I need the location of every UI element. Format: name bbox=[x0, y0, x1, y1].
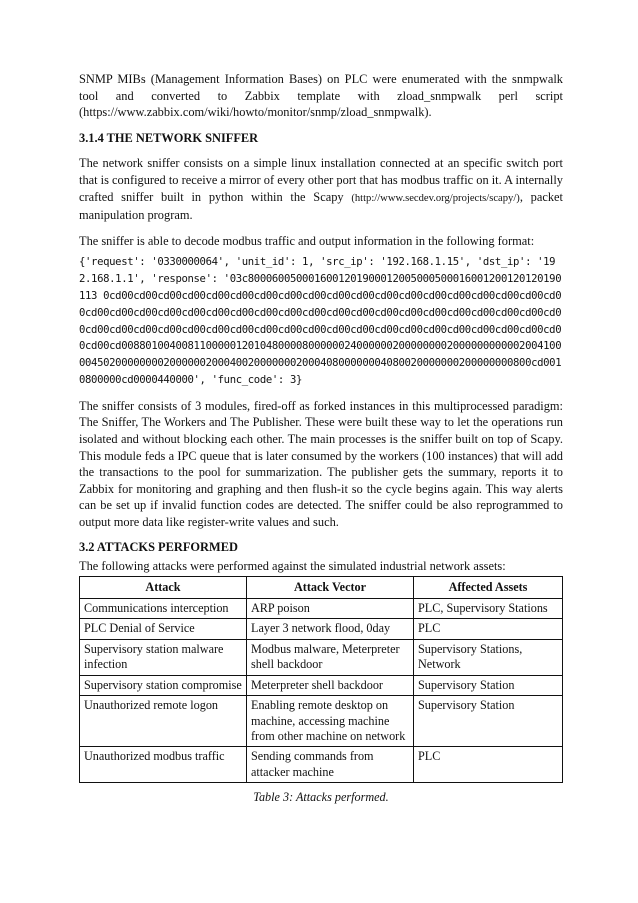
table-row bbox=[80, 639, 563, 675]
cell-assets: PLC bbox=[414, 747, 563, 783]
cell-vector: Enabling remote desktop on machine, accessing machine from other machine on network bbox=[247, 696, 414, 747]
cell-assets: PLC bbox=[414, 619, 563, 639]
attacks-intro: The following attacks were performed against the simulated industrial network assets: bbox=[79, 559, 506, 574]
cell-attack: Supervisory station malware infection bbox=[80, 639, 247, 675]
sniffer-output-example: {'request': '0330000064', 'unit_id': 1, 'src_ip': '192.168.1.15', 'dst_ip': '192.168.1.1', 'response': '03c8000600500016001201900012005000500016001200120120190113 0cd00cd00cd00cd00cd00cd00cd00cd00cd00cd00cd00cd00cd00cd00cd00cd00cd00cd00cd00cd00cd00cd00cd00cd00cd00cd00cd00cd00cd00cd00cd00cd00cd00cd00cd00cd00cd00cd00cd00cd00cd00cd00cd00cd00cd00cd00cd00cd00cd00cd00cd00cd00cd00cd00cd00cd00cd00cd00cd00cd00cd0088010040081100000120104800008000000240000002000000002000000000002004100004502000000002000000200040020000000200040800000004080020000000200000000800cd0010800000cd0000440000', 'func_code': 3} bbox=[79, 256, 562, 386]
cell-attack: Unauthorized modbus traffic bbox=[80, 747, 247, 783]
sniffer-paragraph-2: The sniffer is able to decode modbus traffic and output information in the following format: bbox=[79, 233, 535, 248]
table-row bbox=[80, 675, 563, 695]
table-row bbox=[80, 599, 563, 619]
sniffer-paragraph-1 bbox=[79, 155, 563, 223]
cell-assets: Supervisory Station bbox=[414, 675, 563, 695]
table-row bbox=[80, 696, 563, 747]
header-attack: Attack bbox=[80, 576, 247, 598]
cell-assets: PLC, Supervisory Stations bbox=[414, 599, 563, 619]
cell-attack: PLC Denial of Service bbox=[80, 619, 247, 639]
scapy-link[interactable]: (http://www.secdev.org/projects/scapy/) bbox=[351, 192, 520, 204]
sniffer-paragraph-1-tail: , packet manipulation program. bbox=[79, 189, 564, 223]
cell-vector: ARP poison bbox=[247, 599, 414, 619]
header-attack-vector: Attack Vector bbox=[247, 576, 414, 598]
sniffer-paragraph-1-text: The network sniffer consists on a simple linux installation connected at an specific switch port that is configured to receive a mirror of every other port that has modbus traffic on it. A internally crafted sniffer built in python within the Scapy bbox=[79, 156, 563, 204]
intro-line-3: (https://www.zabbix.com/wiki/howto/monitor/snmp/zload_snmpwalk). bbox=[79, 105, 432, 120]
document-page bbox=[79, 71, 563, 805]
intro-line-1: SNMP MIBs (Management Information Bases) on PLC were enumerated with the snmpwalk bbox=[79, 72, 563, 86]
cell-vector: Layer 3 network flood, 0day bbox=[247, 619, 414, 639]
cell-attack: Unauthorized remote logon bbox=[80, 696, 247, 747]
table-row bbox=[80, 747, 563, 783]
cell-vector: Sending commands from attacker machine bbox=[247, 747, 414, 783]
sniffer-paragraph-3: The sniffer consists of 3 modules, fired-off as forked instances in this multiprocessed paradigm: The Sniffer, The Workers and The Publisher. These were built these way to let the operations run isolated and without blocking each other. The main processes is the sniffer built on top of Scapy. This module feds a IPC queue that is later consumed by the workers (100 instances) that will add the transactions to the pool for summarization. The publisher gets the summary, reports it to Zabbix for monitoring and graphing and then flush-it so the cycle begins again. This way alerts can be set up if invalid function codes are detected. The sniffer could be also reprogrammed to output more data like register-write values and such. bbox=[79, 398, 563, 529]
section-heading-network-sniffer: 3.1.4 THE NETWORK SNIFFER bbox=[79, 130, 259, 145]
table-header-row bbox=[80, 576, 563, 598]
cell-vector: Modbus malware, Meterpreter shell backdoor bbox=[247, 639, 414, 675]
intro-line-2: tool and converted to Zabbix template with zload_snmpwalk perl script bbox=[79, 88, 563, 103]
section-heading-attacks: 3.2 ATTACKS PERFORMED bbox=[79, 540, 238, 555]
cell-attack: Supervisory station compromise bbox=[80, 675, 247, 695]
table-caption: Table 3: Attacks performed. bbox=[253, 790, 389, 805]
table-row bbox=[80, 619, 563, 639]
header-affected-assets: Affected Assets bbox=[414, 576, 563, 598]
attacks-table bbox=[79, 576, 563, 783]
cell-vector: Meterpreter shell backdoor bbox=[247, 675, 414, 695]
cell-assets: Supervisory Station bbox=[414, 696, 563, 747]
cell-attack: Communications interception bbox=[80, 599, 247, 619]
cell-assets: Supervisory Stations, Network bbox=[414, 639, 563, 675]
intro-paragraph bbox=[79, 71, 563, 121]
